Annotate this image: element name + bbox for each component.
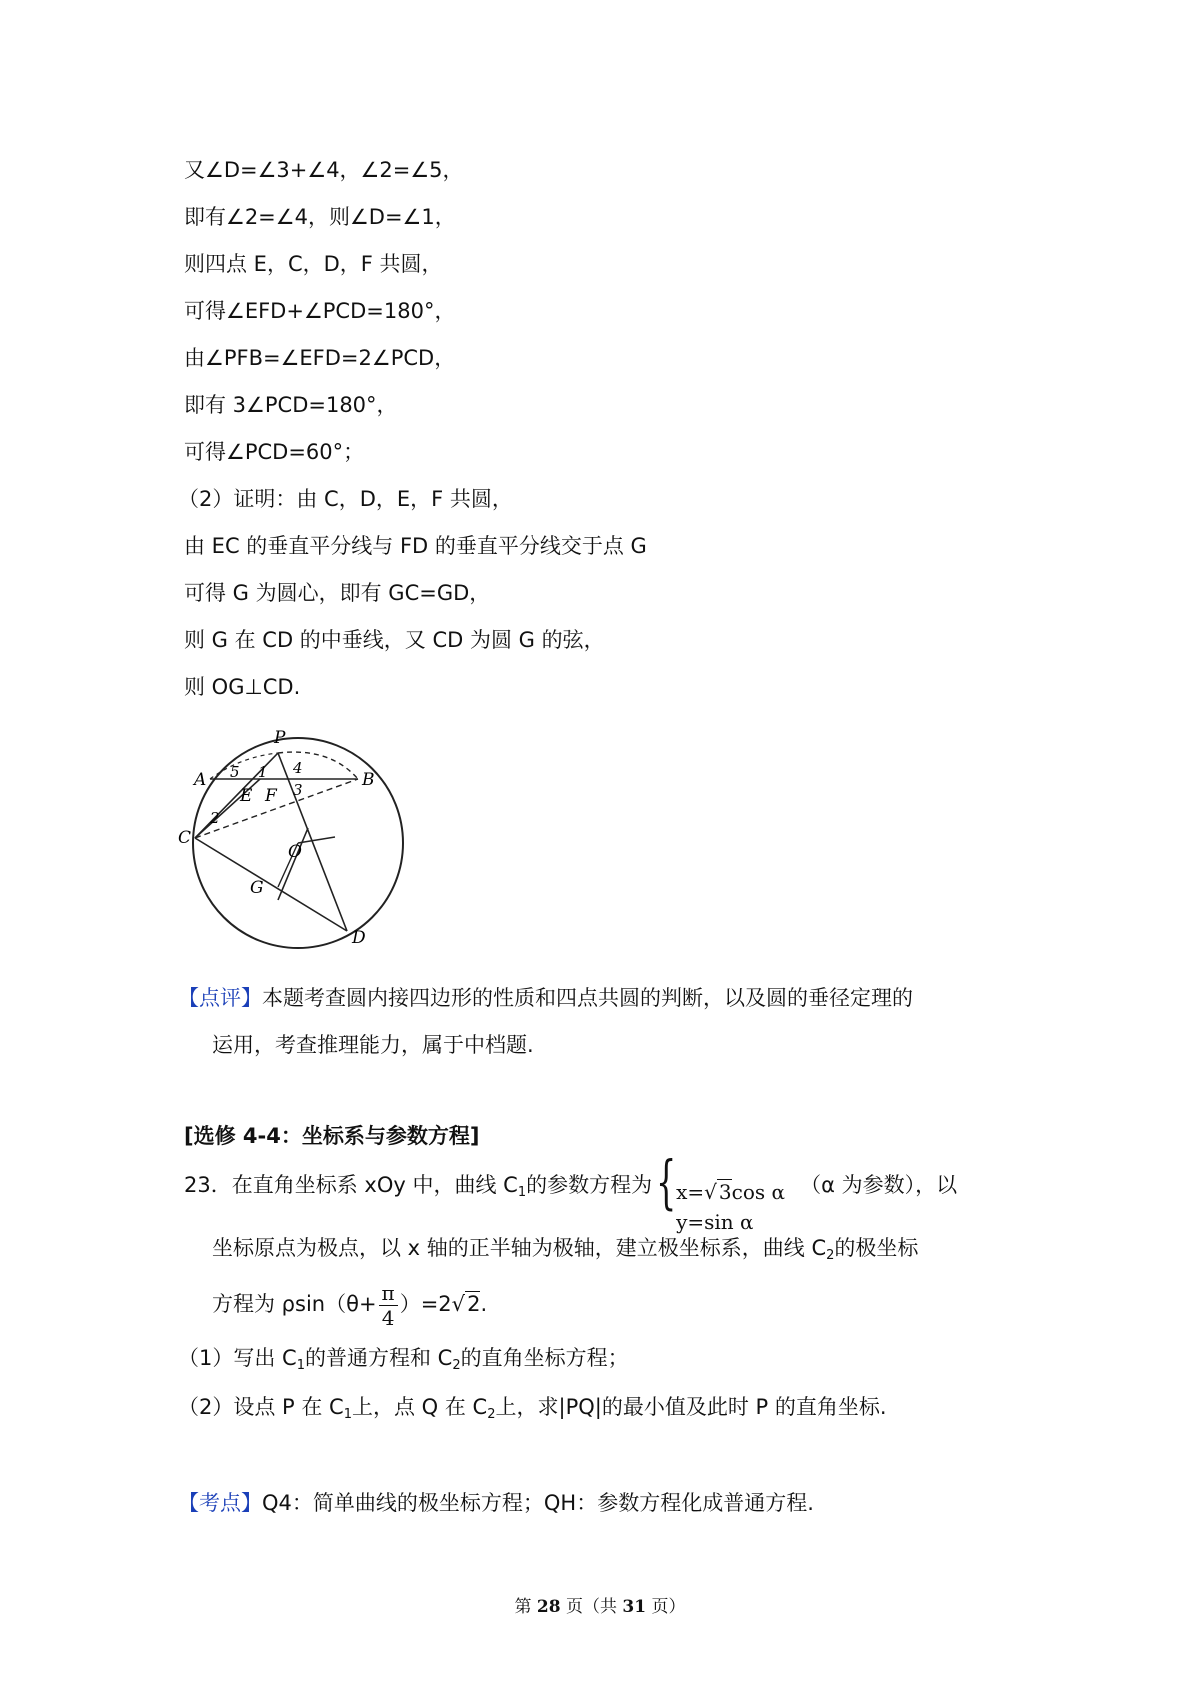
kaodian-text: Q4：简单曲线的极坐标方程；QH：参数方程化成普通方程.	[262, 1491, 814, 1515]
problem-text: 的参数方程为	[526, 1173, 653, 1197]
label-angle-1: 1	[258, 763, 268, 781]
label-o: O	[288, 842, 302, 862]
problem-text: （α 为参数），以	[800, 1173, 958, 1197]
label-d: D	[352, 928, 366, 948]
kaodian-line	[178, 1488, 814, 1518]
proof-line: 可得∠EFD+∠PCD=180°，	[184, 299, 456, 323]
subscript: 1	[517, 1185, 527, 1200]
proof-line: 可得∠PCD=60°；	[184, 440, 365, 464]
label-p: P	[274, 728, 286, 748]
fraction-pi-over-4: $\frac{\pi}{4}$	[379, 1281, 398, 1330]
comment-line-1	[178, 983, 913, 1013]
proof-line: 可得 G 为圆心，即有 GC=GD，	[184, 581, 491, 605]
eq-y: y=sin α	[676, 1210, 754, 1234]
subscript: 2	[826, 1248, 835, 1263]
label-angle-4: 4	[293, 759, 303, 777]
comment-line-2: 运用，考查推理能力，属于中档题.	[212, 1033, 534, 1057]
label-f: F	[265, 786, 277, 806]
page-number: 28	[536, 1597, 561, 1617]
question-1: （1）写出 $C_1$的普通方程和 $C_2$的直角坐标方程；	[178, 1346, 629, 1373]
problem-23-line-2: 坐标原点为极点，以 x 轴的正半轴为极轴，建立极坐标系，曲线 $C_2$的极坐标	[212, 1236, 919, 1263]
proof-line: 则四点 E，C，D，F 共圆，	[184, 252, 443, 276]
eq-x: x=√ 3cos α	[676, 1180, 785, 1204]
perp-bisector	[278, 828, 308, 900]
line-cd	[195, 838, 347, 931]
proof-line: 则 OG⊥CD.	[184, 675, 301, 699]
parametric-system: { x=√ 3cos α y=sin α	[656, 1155, 796, 1217]
proof-line: （2）证明：由 C，D，E，F 共圆，	[178, 487, 513, 511]
proof-line: 则 G 在 CD 的中垂线，又 CD 为圆 G 的弦，	[184, 628, 605, 652]
label-angle-2: 2	[210, 809, 220, 827]
kaodian-tag: 【考点】	[178, 1491, 262, 1515]
problem-23-line-1	[184, 1148, 958, 1234]
page-total: 31	[622, 1597, 647, 1617]
proof-line: 由 EC 的垂直平分线与 FD 的垂直平分线交于点 G	[184, 534, 647, 558]
label-e: E	[240, 786, 253, 806]
question-2: （2）设点 P 在 $C_1$上，点 Q 在 $C_2$上，求|PQ|的最小值及此时 P 的直角坐标.	[178, 1395, 887, 1422]
proof-line: 即有∠2=∠4，则∠D=∠1，	[184, 205, 456, 229]
label-g: G	[250, 878, 264, 898]
proof-line: 由∠PFB=∠EFD=2∠PCD，	[184, 346, 456, 370]
page-footer: 第 28 页（共 31 页）	[514, 1597, 686, 1617]
circle-geometry-figure	[178, 725, 420, 948]
dashed-ap	[210, 753, 278, 779]
label-a: A	[194, 770, 207, 790]
comment-tag: 【点评】	[178, 986, 262, 1010]
section-title: [选修 4-4：坐标系与参数方程]	[184, 1124, 480, 1148]
problem-number: 23．	[184, 1173, 232, 1197]
proof-line: 又∠D=∠3+∠4，∠2=∠5，	[184, 158, 464, 182]
label-c: C	[178, 828, 192, 848]
sqrt-value: 2	[467, 1292, 481, 1316]
label-angle-5: 5	[230, 763, 240, 781]
comment-text-1: 本题考查圆内接四边形的性质和四点共圆的判断，以及圆的垂径定理的	[262, 986, 913, 1010]
dashed-pb	[278, 752, 358, 779]
problem-23-line-3: 方程为 ρsin（θ+ $\frac{\pi}{4}$ ）=2√2.	[212, 1280, 488, 1330]
label-b: B	[362, 770, 375, 790]
proof-line: 即有 3∠PCD=180°，	[184, 393, 398, 417]
label-angle-3: 3	[293, 781, 303, 799]
problem-text: 在直角坐标系 xOy 中，曲线 C	[231, 1173, 518, 1197]
